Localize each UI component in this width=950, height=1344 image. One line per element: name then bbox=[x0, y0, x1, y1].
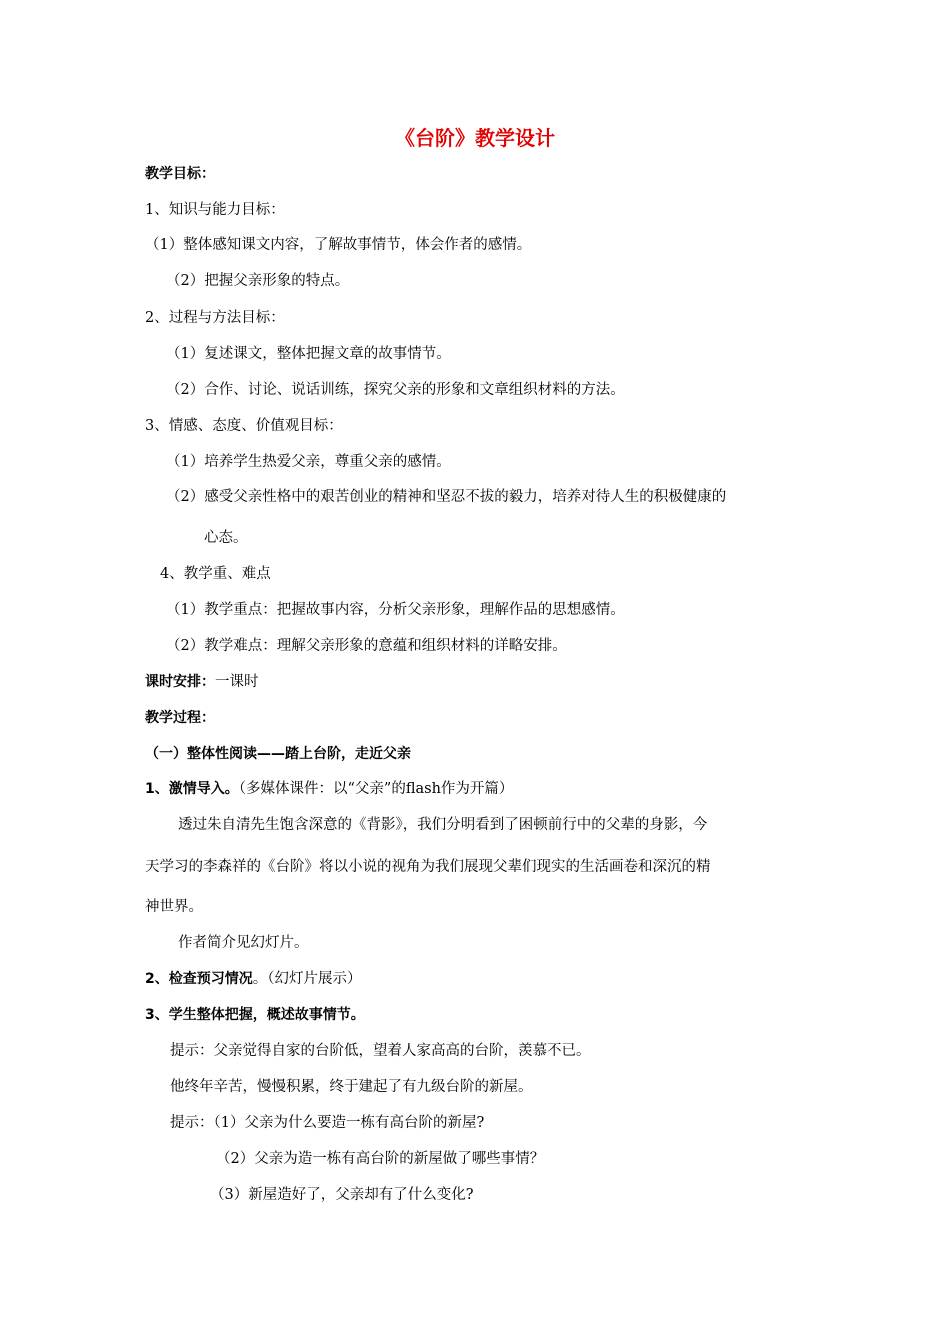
hint1-line1: 提示：父亲觉得自家的台阶低，望着人家高高的台阶，羡慕不已。 bbox=[170, 1043, 591, 1059]
step1-label: 1、激情导入。 bbox=[145, 781, 239, 797]
hint2-question2: （2）父亲为造一栋有高台阶的新屋做了哪些事情？ bbox=[216, 1151, 545, 1167]
goal1-item2: （2）把握父亲形象的特点。 bbox=[166, 273, 350, 289]
schedule-line bbox=[145, 672, 259, 692]
schedule-label: 课时安排： bbox=[145, 674, 215, 690]
goal1-heading: 1、知识与能力目标： bbox=[145, 202, 285, 218]
intro-line2: 天学习的李森祥的《台阶》将以小说的视角为我们展现父辈们现实的生活画卷和深沉的精 bbox=[145, 859, 711, 875]
goals-heading: 教学目标： bbox=[145, 166, 215, 182]
step1-note: （多媒体课件：以“父亲”的flash作为开篇） bbox=[238, 781, 514, 797]
goal3-item1: （1）培养学生热爱父亲，尊重父亲的感情。 bbox=[166, 454, 451, 470]
goal3-item2-line2: 心态。 bbox=[204, 530, 248, 546]
goal4-item2: （2）教学难点：理解父亲形象的意蕴和组织材料的详略安排。 bbox=[166, 638, 567, 654]
goal4-item1: （1）教学重点：把握故事内容，分析父亲形象，理解作品的思想感情。 bbox=[166, 602, 625, 618]
step2-line bbox=[145, 969, 362, 989]
goal1-item1: （1）整体感知课文内容，了解故事情节，体会作者的感情。 bbox=[145, 237, 532, 253]
hint2-question1: 提示：（1）父亲为什么要造一栋有高台阶的新屋? bbox=[170, 1115, 485, 1131]
step3-heading: 3、学生整体把握，概述故事情节。 bbox=[145, 1007, 365, 1023]
author-note: 作者简介见幻灯片。 bbox=[178, 935, 309, 951]
step2-label: 2、检查预习情况 bbox=[145, 971, 253, 987]
process-heading: 教学过程： bbox=[145, 710, 215, 726]
goal3-heading: 3、情感、态度、价值观目标： bbox=[145, 418, 343, 434]
part1-heading: （一）整体性阅读——踏上台阶，走近父亲 bbox=[145, 746, 411, 762]
goal3-item2-line1: （2）感受父亲性格中的艰苦创业的精神和坚忍不拔的毅力，培养对待人生的积极健康的 bbox=[166, 489, 727, 505]
step1-line bbox=[145, 779, 513, 799]
step2-note: 。（幻灯片展示） bbox=[252, 971, 362, 987]
goal2-item1: （1）复述课文，整体把握文章的故事情节。 bbox=[166, 346, 451, 362]
schedule-value: 一课时 bbox=[215, 674, 259, 690]
goal2-item2: （2）合作、讨论、说话训练，探究父亲的形象和文章组织材料的方法。 bbox=[166, 382, 625, 398]
goal4-heading: 4、教学重、难点 bbox=[160, 566, 271, 582]
goal2-heading: 2、过程与方法目标： bbox=[145, 310, 285, 326]
document-title: 《台阶》教学设计 bbox=[395, 126, 555, 150]
intro-line3: 神世界。 bbox=[145, 899, 203, 915]
hint1-line2: 他终年辛苦，慢慢积累，终于建起了有九级台阶的新屋。 bbox=[170, 1079, 533, 1095]
hint2-question3: （3）新屋造好了，父亲却有了什么变化? bbox=[210, 1187, 474, 1203]
intro-line1: 透过朱自清先生饱含深意的《背影》，我们分明看到了困顿前行中的父辈的身影，今 bbox=[178, 817, 708, 833]
